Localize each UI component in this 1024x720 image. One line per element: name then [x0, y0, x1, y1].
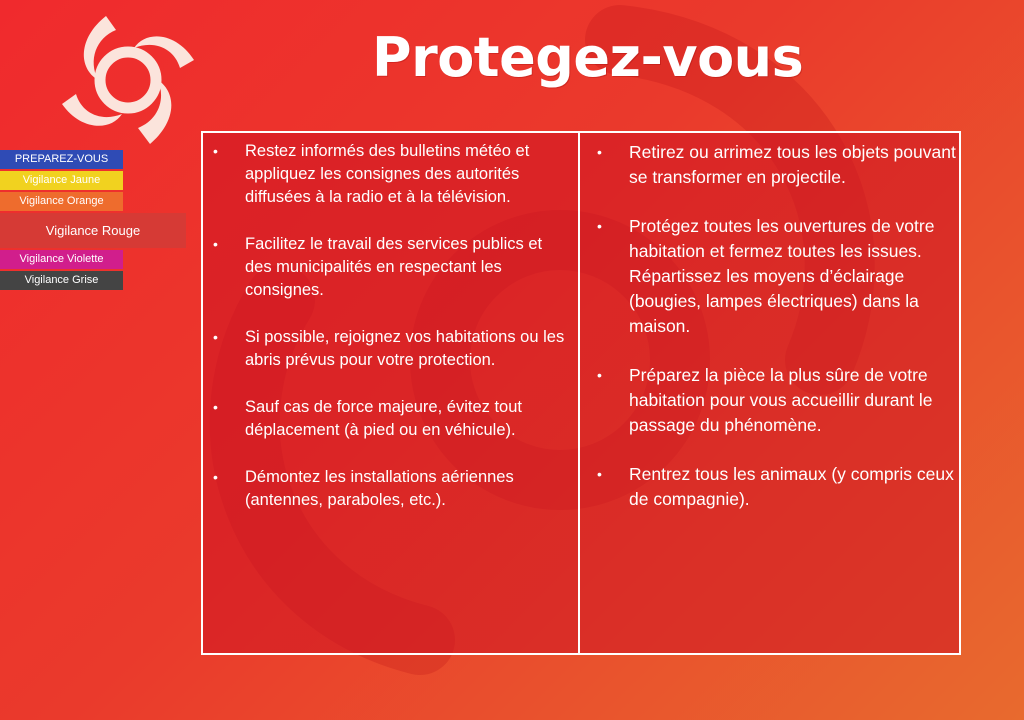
list-item [210, 233, 572, 302]
list-item [594, 462, 956, 512]
list-item-text: Protégez toutes les ouvertures de votre habitation et fermez toutes les issues. Répartissez les moyens d’éclairage (bougies, lampes électriques) dans la maison. [629, 216, 935, 336]
sidebar-item-vigilance-orange[interactable]: Vigilance Orange [0, 192, 123, 211]
cyclone-icon [58, 8, 198, 148]
bullet-icon: • [597, 218, 602, 234]
list-item-text: Facilitez le travail des services publics et des municipalités en respectant les consignes. [245, 235, 543, 299]
list-item [594, 214, 956, 339]
list-item [594, 140, 956, 190]
bullet-icon: • [597, 466, 602, 482]
bullet-icon: • [213, 469, 218, 485]
vigilance-sidebar [0, 150, 186, 292]
list-item [210, 326, 572, 372]
list-item [210, 396, 572, 442]
bullet-icon: • [213, 236, 218, 252]
sidebar-item-vigilance-grise[interactable]: Vigilance Grise [0, 271, 123, 290]
list-item-text: Restez informés des bulletins météo et appliquez les consignes des autorités diffusées à la radio et à la télévision. [245, 142, 530, 206]
page-title: Protegez-vous [372, 26, 804, 89]
sidebar-item-vigilance-jaune[interactable]: Vigilance Jaune [0, 171, 123, 190]
bullet-icon: • [597, 144, 602, 160]
list-item-text: Démontez les installations aériennes (antennes, paraboles, etc.). [245, 468, 514, 509]
bullet-icon: • [597, 367, 602, 383]
list-item-text: Si possible, rejoignez vos habitations ou les abris prévus pour votre protection. [245, 328, 565, 369]
list-item-text: Préparez la pièce la plus sûre de votre habitation pour vous accueillir durant le passage du phénomène. [629, 365, 933, 435]
right-advice-column [594, 140, 956, 536]
sidebar-item-preparez-vous[interactable]: PREPAREZ-VOUS [0, 150, 123, 169]
column-divider [578, 131, 580, 655]
list-item [594, 363, 956, 438]
list-item-text: Sauf cas de force majeure, évitez tout déplacement (à pied ou en véhicule). [245, 398, 522, 439]
left-advice-column [210, 140, 572, 536]
list-item-text: Rentrez tous les animaux (y compris ceux de compagnie). [629, 464, 954, 509]
bullet-icon: • [213, 329, 218, 345]
list-item [210, 140, 572, 209]
bullet-icon: • [213, 399, 218, 415]
sidebar-item-vigilance-violette[interactable]: Vigilance Violette [0, 250, 123, 269]
list-item-text: Retirez ou arrimez tous les objets pouvant se transformer en projectile. [629, 142, 956, 187]
list-item [210, 466, 572, 512]
bullet-icon: • [213, 143, 218, 159]
sidebar-item-vigilance-rouge[interactable]: Vigilance Rouge [0, 213, 186, 248]
